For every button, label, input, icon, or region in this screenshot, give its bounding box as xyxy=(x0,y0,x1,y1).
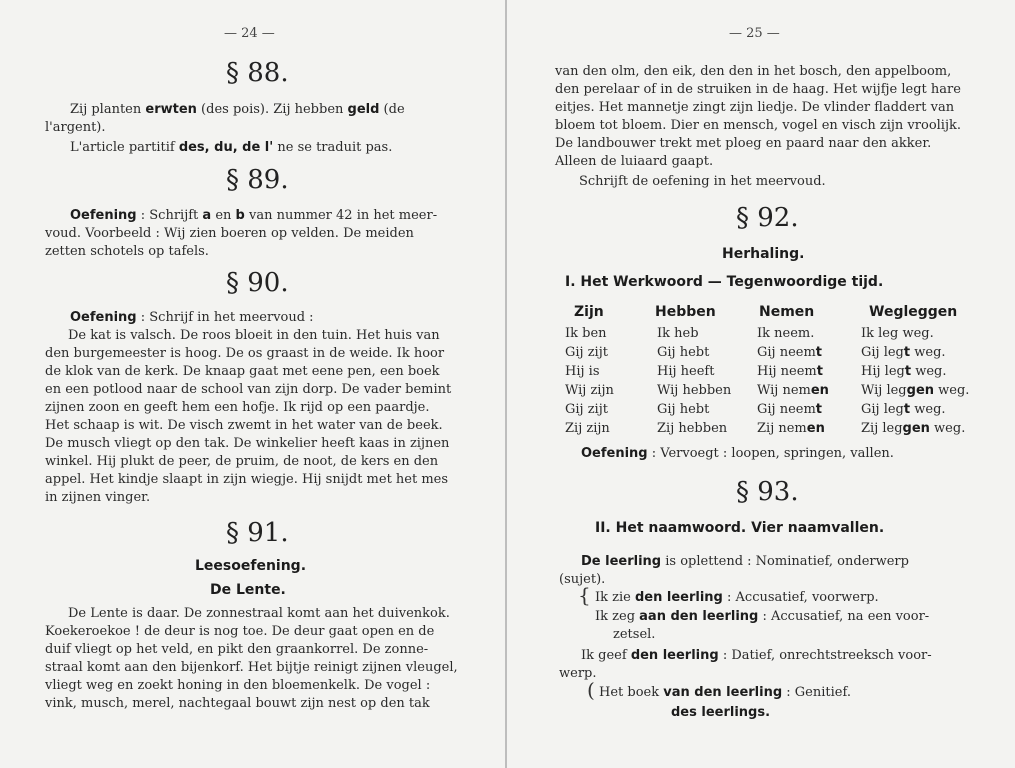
reading-exercise-title: Leesoefening. xyxy=(195,558,307,574)
s93-line-9: des leerlings. xyxy=(671,705,771,720)
s91-text-line: duif vliegt op het veld, en pikt den graankorrel. De zonne- xyxy=(45,642,429,657)
intro-line: Alleen de luiaard gaapt. xyxy=(555,154,714,169)
noun-subtitle: II. Het naamwoord. Vier naamvallen. xyxy=(595,520,885,536)
section-heading-91: § 91. xyxy=(226,518,289,548)
s90-text-line: De musch vliegt op den tak. De winkelier heeft kaas in zijnen xyxy=(45,436,450,451)
table-cell: Ik neem. xyxy=(757,326,815,341)
s93-line-8: Het boek van den leerling : Genitief. xyxy=(599,685,851,700)
s88-line-3: L'article partitif des, du, de l' ne se traduit pas. xyxy=(70,140,393,155)
s91-text-line: straal komt aan den bijenkorf. Het bijtje reinigt zijnen vleugel, xyxy=(45,660,458,675)
table-cell: Hij is xyxy=(565,364,600,379)
s88-line-1: Zij planten erwten (des pois). Zij hebben geld (de xyxy=(70,102,405,117)
s90-text-line: in zijnen vinger. xyxy=(45,490,151,505)
table-cell: Wij hebben xyxy=(657,383,732,398)
table-cell: Gij legt weg. xyxy=(861,402,946,417)
section-heading-92: § 92. xyxy=(736,203,799,233)
table-cell: Ik leg weg. xyxy=(861,326,934,341)
s93-line-4: Ik zeg aan den leerling : Accusatief, na een voor- xyxy=(595,609,930,624)
intro-line: eitjes. Het mannetje zingt zijn liedje. De vlinder fladdert van xyxy=(555,100,955,115)
table-cell: Zij nemen xyxy=(757,421,825,436)
column-header: Hebben xyxy=(655,304,716,320)
s89-line-2: voud. Voorbeeld : Wij zien boeren op velden. De meiden xyxy=(45,226,414,241)
table-cell: Wij nemen xyxy=(757,383,829,398)
table-cell: Wij leggen weg. xyxy=(861,383,970,398)
intro-line: De landbouwer trekt met ploeg en paard naar den akker. xyxy=(555,136,932,151)
brace-glyph: ( xyxy=(587,678,595,702)
page-number: — 24 — xyxy=(224,26,275,41)
s90-text-line: de klok van de kerk. De knaap gaat met eene pen, een boek xyxy=(45,364,440,379)
table-cell: Zij hebben xyxy=(657,421,728,436)
s93-line-1: De leerling is oplettend : Nominatief, onderwerp xyxy=(581,554,909,569)
section-heading-90: § 90. xyxy=(226,268,289,298)
table-cell: Zij leggen weg. xyxy=(861,421,966,436)
review-title: Herhaling. xyxy=(722,246,805,262)
reading-title: De Lente. xyxy=(210,582,286,598)
s93-line-7: werp. xyxy=(559,666,597,681)
s93-line-3: Ik zie den leerling : Accusatief, voorwerp. xyxy=(595,590,879,605)
table-cell: Gij zijt xyxy=(565,345,608,360)
table-cell: Ik ben xyxy=(565,326,607,341)
table-cell: Gij hebt xyxy=(657,402,710,417)
s90-text-line: en een potlood naar de school van zijn dorp. De vader bemint xyxy=(45,382,452,397)
s90-text-line: zijnen zoon en geeft hem een hofje. Ik rijd op een paardje. xyxy=(45,400,430,415)
intro-line: van den olm, den eik, den den in het bosch, den appelboom, xyxy=(555,64,952,79)
table-cell: Wij zijn xyxy=(565,383,614,398)
column-header: Nemen xyxy=(759,304,815,320)
s90-text-line: appel. Het kindje slaapt in zijn wiegje. Hij snijdt met het mes xyxy=(45,472,449,487)
table-cell: Gij zijt xyxy=(565,402,608,417)
intro-instruction: Schrijft de oefening in het meervoud. xyxy=(579,174,826,189)
brace-glyph: { xyxy=(578,583,591,607)
s90-line-1: Oefening : Schrijf in het meervoud : xyxy=(70,310,314,325)
s91-text-line: De Lente is daar. De zonnestraal komt aan het duivenkok. xyxy=(68,606,450,621)
table-cell: Hij legt weg. xyxy=(861,364,947,379)
intro-line: bloem tot bloem. Dier en mensch, vogel en visch zijn vroolijk. xyxy=(555,118,962,133)
s90-text-line: Het schaap is wit. De visch zwemt in het water van de beek. xyxy=(45,418,443,433)
right-page xyxy=(507,0,1015,768)
s91-text-line: vink, musch, merel, nachtegaal bouwt zijn nest op den tak xyxy=(45,696,430,711)
section-heading-88: § 88. xyxy=(226,58,289,88)
s89-line-1: Oefening : Schrijft a en b van nummer 42 in het meer- xyxy=(70,208,438,223)
table-cell: Gij hebt xyxy=(657,345,710,360)
s91-text-line: vliegt weg en zoekt honing in den bloemenkelk. De vogel : xyxy=(45,678,431,693)
column-header: Wegleggen xyxy=(869,304,958,320)
s90-text-line: winkel. Hij plukt de peer, de pruim, de noot, de kers en den xyxy=(45,454,439,469)
s93-line-2: (sujet). xyxy=(559,572,606,587)
s93-line-6: Ik geef den leerling : Datief, onrechtstreeksch voor- xyxy=(581,648,932,663)
s89-line-3: zetten schotels op tafels. xyxy=(45,244,209,259)
s92-exercise: Oefening : Vervoegt : loopen, springen, vallen. xyxy=(581,446,894,461)
table-cell: Gij neemt xyxy=(757,345,823,360)
table-cell: Gij legt weg. xyxy=(861,345,946,360)
page-number: — 25 — xyxy=(729,26,780,41)
s91-text-line: Koekeroekoe ! de deur is nog toe. De deur gaat open en de xyxy=(45,624,435,639)
table-cell: Zij zijn xyxy=(565,421,610,436)
table-cell: Hij heeft xyxy=(657,364,715,379)
s90-text-line: De kat is valsch. De roos bloeit in den tuin. Het huis van xyxy=(68,328,440,343)
table-cell: Gij neemt xyxy=(757,402,823,417)
s90-text-line: den burgemeester is hoog. De os graast in de weide. Ik hoor xyxy=(45,346,445,361)
s88-line-2: l'argent). xyxy=(45,120,106,135)
table-cell: Ik heb xyxy=(657,326,699,341)
column-header: Zijn xyxy=(574,304,604,320)
intro-line: den perelaar of in de struiken in de haag. Het wijfje legt hare xyxy=(555,82,961,97)
verb-subtitle: I. Het Werkwoord — Tegenwoordige tijd. xyxy=(565,274,884,290)
table-cell: Hij neemt xyxy=(757,364,823,379)
section-heading-89: § 89. xyxy=(226,165,289,195)
section-heading-93: § 93. xyxy=(736,477,799,507)
s93-line-5: zetsel. xyxy=(613,627,656,642)
left-page xyxy=(0,0,505,768)
